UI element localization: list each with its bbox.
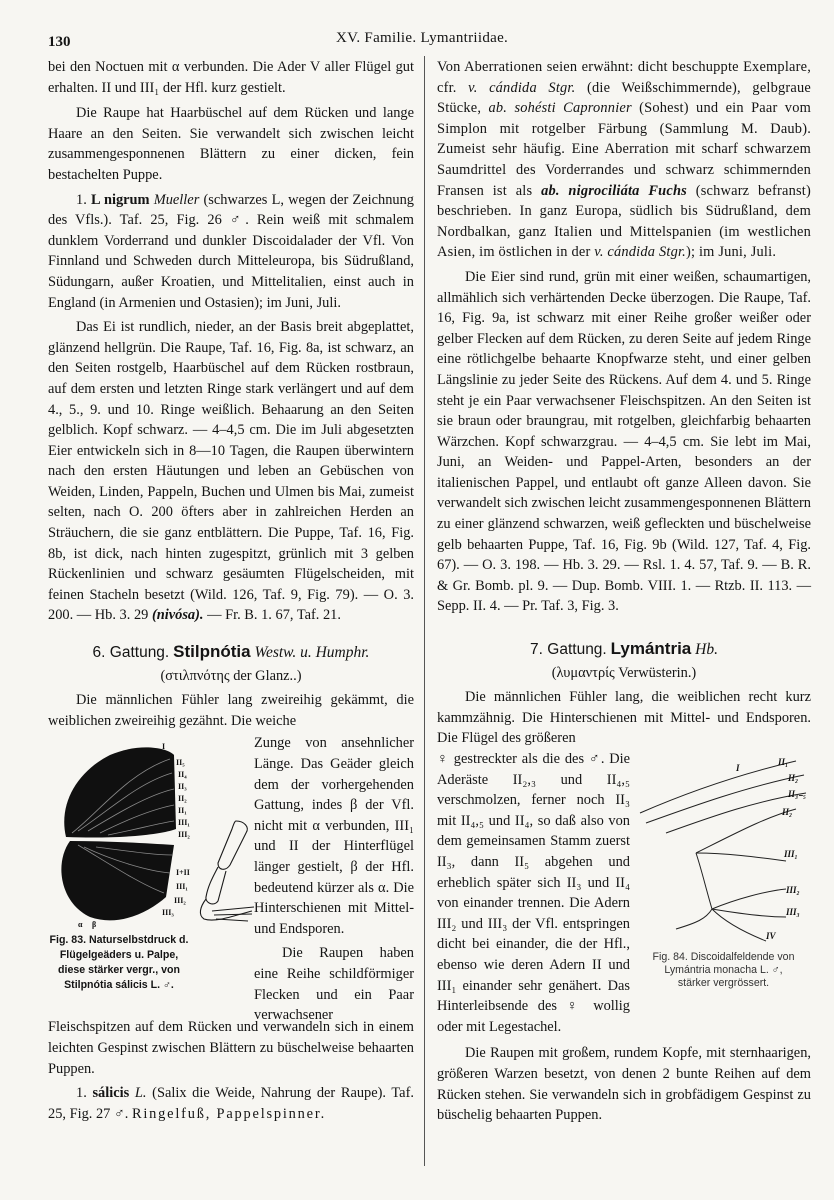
genus-author: Hb.	[695, 641, 718, 659]
paragraph-text: Das Ei ist rundlich, nieder, an der Basis breit abgeplattet, glänzend hellgrün. Die Raupe, Taf. 16, Fig. 8a, ist schwarz, an den Seiten rostgelb, Haarbüschel auf dem Rücken rostbraun, auf dem ersten und letzten Ringe stark verlängert und auf dem 4., 5., 9. und 10. Ringe weißlich. Behaarung an den Seiten gelblich. Kopf schwarz. — 4–4,5 cm. Die im Juli abgesetzten Eier entwickeln sich in 8—10 Tagen, die Raupen überwintern nach den ersten Häutungen und leben an Gebüschen von Weiden, Linden, Pappeln, Buchen und Ulmen bis Mai, zumeist selten, nach O. 200 öfters aber in zahlreichen Herden an Sträuchern, die sie ganz entblättern. Die Puppe, Taf. 16, Fig. 8b, ist dick, nach hinten zugespitzt, grünlich mit 3 gelben Rückenlinien und schwarz gesäumten Flügelscheiden, mit feinen Stacheln besetzt (Wild. 126, Taf. 9, Fig. 79). — O. 3. 200. — Hb. 3. 29	[48, 319, 414, 624]
figure-83-caption: Fig. 83. Naturselbstdruck d. Flügelgeäders u. Palpe, diese stärker vergr., von Stilpnótia sálicis L. ♂.	[49, 934, 189, 992]
text: Von Aberrationen seien erwähnt: dicht beschuppte Exemplare, cfr.	[437, 59, 811, 96]
italic-term: (nivósa).	[151, 607, 204, 624]
aberration-name: v. cándida Stgr.	[594, 244, 686, 261]
vein-label: II₄	[178, 770, 187, 780]
vein-label: IV	[766, 931, 776, 941]
species-author: Mueller	[153, 191, 200, 208]
genus-label: 6. Gattung.	[92, 644, 170, 662]
vein-label: II₁	[178, 806, 187, 816]
genus-heading-6	[48, 642, 414, 664]
paragraph-raupe: Die Raupe hat Haarbüschel auf dem Rücken und lange Haare an den Seiten. Sie verwandelt sich zwischen leicht zusammengesponnenen Blättern zu einer dicken, fein bestachelten Puppe.	[48, 105, 414, 183]
figure-83	[48, 733, 198, 1015]
paragraph-tail: — Fr. B. 1. 67, Taf. 21.	[207, 607, 341, 624]
right-column	[437, 57, 811, 1126]
page-header	[0, 30, 834, 56]
caption-line: Fig. 84. Discoidalfeldende von	[652, 951, 795, 963]
running-head: XV. Familie. Lymantriidae.	[336, 30, 509, 46]
species-number: 1.	[76, 191, 87, 208]
vein-label: III₂	[178, 830, 190, 840]
vein-label: I	[736, 763, 740, 773]
genus-label: 7. Gattung.	[530, 641, 607, 659]
text: (schwarz befranst) beschrieben. In ganz Europa, südlich bis Südrußland, dem Nordbalkan, ganz Italien und Mittelspanien (im westlichen Asien, im östlichen in der	[437, 182, 811, 261]
paragraph-raupen-cont: Fleischspitzen auf dem Rücken und verwandeln sich in einem leichten Gespinst zwischen Blättern zu büschelweise behaarten Puppen.	[48, 1019, 414, 1077]
vein-label: III₁	[784, 849, 798, 859]
vein-label: III₃	[786, 907, 800, 917]
vein-label: II₂	[788, 773, 799, 783]
wrapped-text	[198, 733, 414, 1025]
vein-label: II₂	[782, 807, 793, 817]
figure-84	[636, 753, 811, 997]
discoidal-field-drawing	[636, 753, 811, 947]
vein-label: III₂	[786, 885, 800, 895]
vein-label: II₂	[178, 794, 187, 804]
paragraph-genus-intro: Die männlichen Fühler lang zweireihig gekämmt, die weiblichen zweireihig gezähnt. Die weiche	[48, 692, 414, 729]
paragraph: bei den Noctuen mit α verbunden. Die Ader V aller Flügel gut erhalten. II und III₁ der Hfl. kurz gestielt.	[48, 59, 414, 96]
genus-name: Lymántria	[610, 639, 692, 659]
species-entry-salicis	[48, 1083, 414, 1124]
vein-label: II₃₋₅	[788, 789, 807, 799]
species-text: (schwarzes L, wegen der Zeichnung des Vfls.). Taf. 25, Fig. 26 ♂. Rein weiß mit schmalem dunklem Vorderrand und dunkler Discoidalader der Vfl. Von Finnland und Schweden durch Mitteleuropa, bis Südrußland, Südungarn, außer Kroatien, und Mittelitalien, einst auch in England (in Armenien und Ostasien); im Juni, Juli.	[48, 191, 414, 311]
vein-label: II₅	[176, 758, 185, 768]
paragraph-raupen: Die Raupen haben eine Reihe schildförmiger Flecken und ein Paar verwachsener	[254, 945, 414, 1024]
caption-line: Lymántria monacha L. ♂,	[664, 964, 783, 976]
caption-line: stärker vergrössert.	[677, 977, 770, 989]
species-author: L.	[134, 1085, 147, 1102]
vein-label: II₁	[778, 757, 789, 767]
paragraph-raupen-lymantria: Die Raupen mit großem, rundem Kopfe, mit sternhaarigen, größeren Warzen besetzt, von denen 2 bunte Reihen auf dem Rücken stehen. Sie verwandeln sich in grobfädigem Gespinst zu büschelig behaarten Puppen.	[437, 1045, 811, 1124]
genus-name: Stilpnótia	[173, 642, 251, 662]
species-entry-l-nigrum	[48, 190, 414, 314]
aberration-name: ab. sohésti Capronnier	[488, 100, 632, 117]
vein-label: I	[162, 742, 166, 752]
vein-label: III₁	[178, 818, 190, 828]
figure-84-caption	[636, 951, 811, 990]
vein-label: II₃	[178, 782, 187, 792]
aberration-name: ab. nigrociliáta Fuchs	[541, 182, 687, 199]
genus-etymology: (στιλπνότης der Glanz..)	[160, 667, 302, 684]
species-text: (Salix die Weide, Nahrung der Raupe). Taf. 25, Fig. 27 ♂.	[48, 1085, 414, 1122]
figure-83-block	[48, 733, 414, 1024]
vein-label: I+II	[176, 868, 190, 878]
paragraph-geaeder: Zunge von ansehnlicher Länge. Das Geäder gleich dem der vorhergehenden Gattung, indes β der Vfl. nicht mit α verbunden, III₁ und II der Hinterflügel länger gestielt, β der Hfl. bedeutend kürzer als α. Die Hinterschienen mit Mittel- und Endsporen.	[254, 735, 414, 937]
page-number: 130	[48, 34, 71, 50]
vein-label: III₁	[176, 882, 188, 892]
vein-label: β	[92, 920, 97, 930]
paragraph-aberrations	[437, 57, 811, 263]
left-column	[48, 57, 414, 1124]
paragraph-ei	[48, 317, 414, 626]
paragraph-eier: Die Eier sind rund, grün mit einer weißen, schaumartigen, allmählich sich verhärtenden Decke überzogen. Die Raupe, Taf. 16, Fig. 9a, ist schwarz mit einer Reihe großer weißer oder gelber Flecken auf dem Rücken, zu deren Seite auf jedem Ringe eine rötlichgelbe behaarte Knopfwarze steht, und einer gelben Längslinie zu jeder Seite des Rückens. Auf dem 4. und 5. Ringe steht je ein Paar verwachsener Fleischspitzen. An den Seiten ist sie braun oder braungrau, mit rotgelben, gleichfarbig behaarten Wärzchen. Kopf schwarzgrau. — 4–4,5 cm. Sie lebt im Mai, Juni, an Weiden- und Pappel-Arten, besonders an der italienischen Pappel, und entlaubt oft ganze Alleen davon. Sie verwandelt sich zwischen leicht zusammengesponnenen Blättern zu einer glänzend schwarzen, weiß gefleckten und büschelweise gelb behaarten Puppe, Taf. 16, Fig. 9b (Wild. 127, Taf. 4, Fig. 67). — O. 3. 198. — Hb. 3. 29. — Rsl. 1. 4. 57, Taf. 9. — B. R. & Gr. Bomb. pl. 9. — Dup. Bomb. VIII. 1. — Rtzb. II. 113. — Sepp. II. 4. — Pr. Taf. 3, Fig. 3.	[437, 268, 811, 615]
genus-author: Westw. u. Humphr.	[254, 644, 370, 662]
species-number: 1.	[76, 1085, 87, 1102]
genus-heading-7	[437, 639, 811, 661]
common-names: Ringelfuß, Pappelspinner.	[131, 1105, 327, 1122]
genus-etymology: (λυμαντρίς Verwüsterin.)	[551, 664, 697, 681]
text: (Sohest) und ein Paar vom Simplon mit rotgelber Färbung (Sammlung M. Daub). Zumeist sehr häufig. Eine Aberration mit scharf schwarzem Saumdrittel des Vorderrandes und schwarz schimmernden Fransen ist als	[437, 100, 811, 199]
vein-label: α	[78, 920, 83, 930]
vein-label: III₂	[174, 896, 186, 906]
aberration-name: v. cándida Stgr.	[468, 79, 576, 96]
paragraph-aderaeste: ♀ gestreckter als die des ♂. Die Aderäste II₂,₃ und II₄,₅ verschmolzen, ferner noch II₃ mit II₄,₅ und II₄, so daß also von dem gemeinsamen Stamm zuerst II₃, dann II₅ abgehen und erheblich später sich II₃ und II₄ von einander trennen. Die Adern III₂ und III₃ der Vfl. entspringen dicht bei einander, die der Hfl., ebenso wie deren Adern II und III₁ einander sehr genähert. Das Hinterleibsende des ♀ wollig oder mit Legestachel.	[437, 751, 630, 1035]
vein-label: III₃	[162, 908, 174, 918]
text: ); im Juni, Juli.	[685, 244, 777, 261]
species-name: sálicis	[92, 1085, 130, 1102]
paragraph-fuehler: Die männlichen Fühler lang, die weiblichen recht kurz kammzähnig. Die Hinterschienen mit Mittel- und Endsporen. Die Flügel des größeren	[437, 689, 811, 747]
wing-venation-print	[48, 733, 198, 929]
column-divider	[424, 56, 425, 1166]
text: (die Weißschimmernde), gelbgraue Stücke,	[437, 79, 811, 117]
species-name: L nigrum	[90, 191, 150, 208]
